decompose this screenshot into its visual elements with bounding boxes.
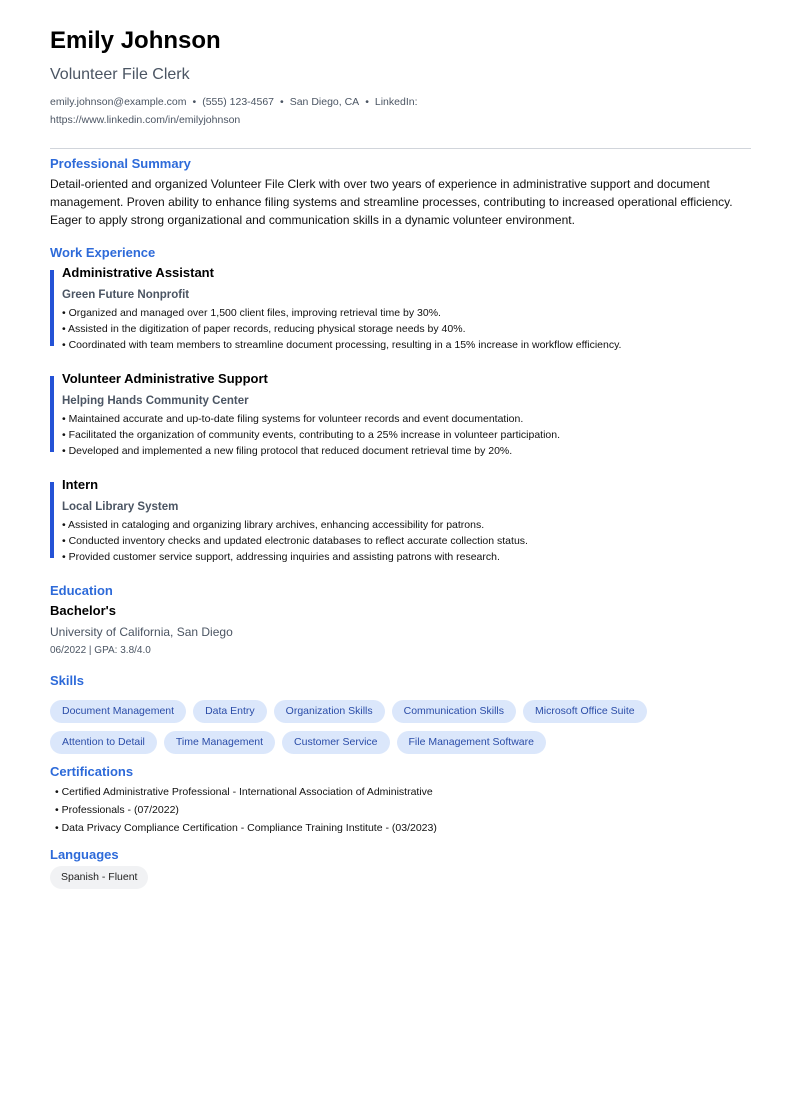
job-accent-bar <box>50 482 54 558</box>
job-title: Intern <box>62 477 99 492</box>
section-heading-summary: Professional Summary <box>50 156 191 171</box>
certifications-section <box>50 764 751 837</box>
job-entry <box>50 477 751 565</box>
degree-name: Bachelor's <box>50 603 116 618</box>
skill-chip: Document Management <box>50 700 186 723</box>
skill-chip: Microsoft Office Suite <box>523 700 647 723</box>
linkedin-label: LinkedIn: <box>374 96 418 108</box>
contact-info <box>50 93 751 129</box>
job-accent-bar <box>50 270 54 346</box>
contact-separator: • <box>365 96 369 108</box>
education-section <box>50 583 751 658</box>
job-bullet: • Assisted in the digitization of paper records, reducing physical storage needs by 40%. <box>62 323 466 335</box>
job-bullets <box>62 305 751 353</box>
job-bullet: • Developed and implemented a new filing protocol that reduced document retrieval time by 20%. <box>62 445 513 457</box>
job-bullets <box>62 517 751 565</box>
job-bullet: • Assisted in cataloging and organizing library archives, enhancing accessibility for patrons. <box>62 519 485 531</box>
job-entry <box>50 371 751 459</box>
languages-section <box>50 847 751 889</box>
contact-separator: • <box>280 96 284 108</box>
contact-separator: • <box>192 96 197 108</box>
skill-chip: Organization Skills <box>274 700 385 723</box>
job-bullet: • Conducted inventory checks and updated electronic databases to reflect accurate collection status. <box>62 535 528 547</box>
skill-chip: File Management Software <box>397 731 546 754</box>
skills-section <box>50 673 751 754</box>
job-company: Green Future Nonprofit <box>62 289 190 301</box>
certification-item: • Data Privacy Compliance Certification - Compliance Training Institute - (03/2023) <box>55 822 437 834</box>
certification-item: • Professionals - (07/2022) <box>55 804 179 816</box>
section-heading-experience: Work Experience <box>50 245 156 260</box>
section-heading-certifications: Certifications <box>50 764 134 779</box>
certifications-list <box>50 783 751 837</box>
education-meta: 06/2022 | GPA: 3.8/4.0 <box>50 645 151 656</box>
skill-chip: Communication Skills <box>392 700 516 723</box>
linkedin-link[interactable]: https://www.linkedin.com/in/emilyjohnson <box>50 114 241 126</box>
skill-chip: Time Management <box>164 731 275 754</box>
job-bullets <box>62 411 751 459</box>
summary-section <box>50 156 751 229</box>
job-bullet: • Provided customer service support, addressing inquiries and assisting patrons with research. <box>62 551 500 563</box>
experience-section <box>50 245 751 565</box>
job-company: Helping Hands Community Center <box>62 395 249 407</box>
job-bullet: • Organized and managed over 1,500 client files, improving retrieval time by 30%. <box>62 307 441 319</box>
section-heading-languages: Languages <box>50 847 119 862</box>
section-heading-skills: Skills <box>50 673 84 688</box>
skill-chip: Attention to Detail <box>50 731 157 754</box>
job-company: Local Library System <box>62 501 179 513</box>
resume-page <box>50 26 751 889</box>
section-heading-education: Education <box>50 583 113 598</box>
header-divider <box>50 148 751 149</box>
job-bullet: • Coordinated with team members to streamline document processing, resulting in a 15% increase in workflow efficiency. <box>62 339 622 351</box>
job-title: Volunteer Administrative Support <box>62 371 268 386</box>
summary-text: Detail-oriented and organized Volunteer File Clerk with over two years of experience in administrative support and document management. Proven ability to enhance filing systems and streamline processes, contributing to increased operational efficiency. Eager to apply strong organizational and communication skills in a dynamic volunteer environment. <box>50 177 733 227</box>
job-entry <box>50 265 751 353</box>
job-accent-bar <box>50 376 54 452</box>
candidate-name: Emily Johnson <box>50 27 221 54</box>
skill-chip: Data Entry <box>193 700 267 723</box>
certification-item: • Certified Administrative Professional - International Association of Administrative <box>55 786 433 798</box>
job-title-heading: Volunteer File Clerk <box>50 66 190 83</box>
school-name: University of California, San Diego <box>50 625 233 639</box>
job-bullet: • Maintained accurate and up-to-date filing systems for volunteer records and event documentation. <box>62 413 524 425</box>
email-link[interactable]: emily.johnson@example.com <box>50 96 187 108</box>
skills-chip-list <box>50 700 751 754</box>
job-bullet: • Facilitated the organization of community events, contributing to a 25% increase in volunteer participation. <box>62 429 561 441</box>
skill-chip: Customer Service <box>282 731 389 754</box>
job-title: Administrative Assistant <box>62 265 214 280</box>
language-chip: Spanish - Fluent <box>50 866 148 889</box>
location-text: San Diego, CA <box>289 96 360 108</box>
phone-text: (555) 123-4567 <box>202 96 275 108</box>
